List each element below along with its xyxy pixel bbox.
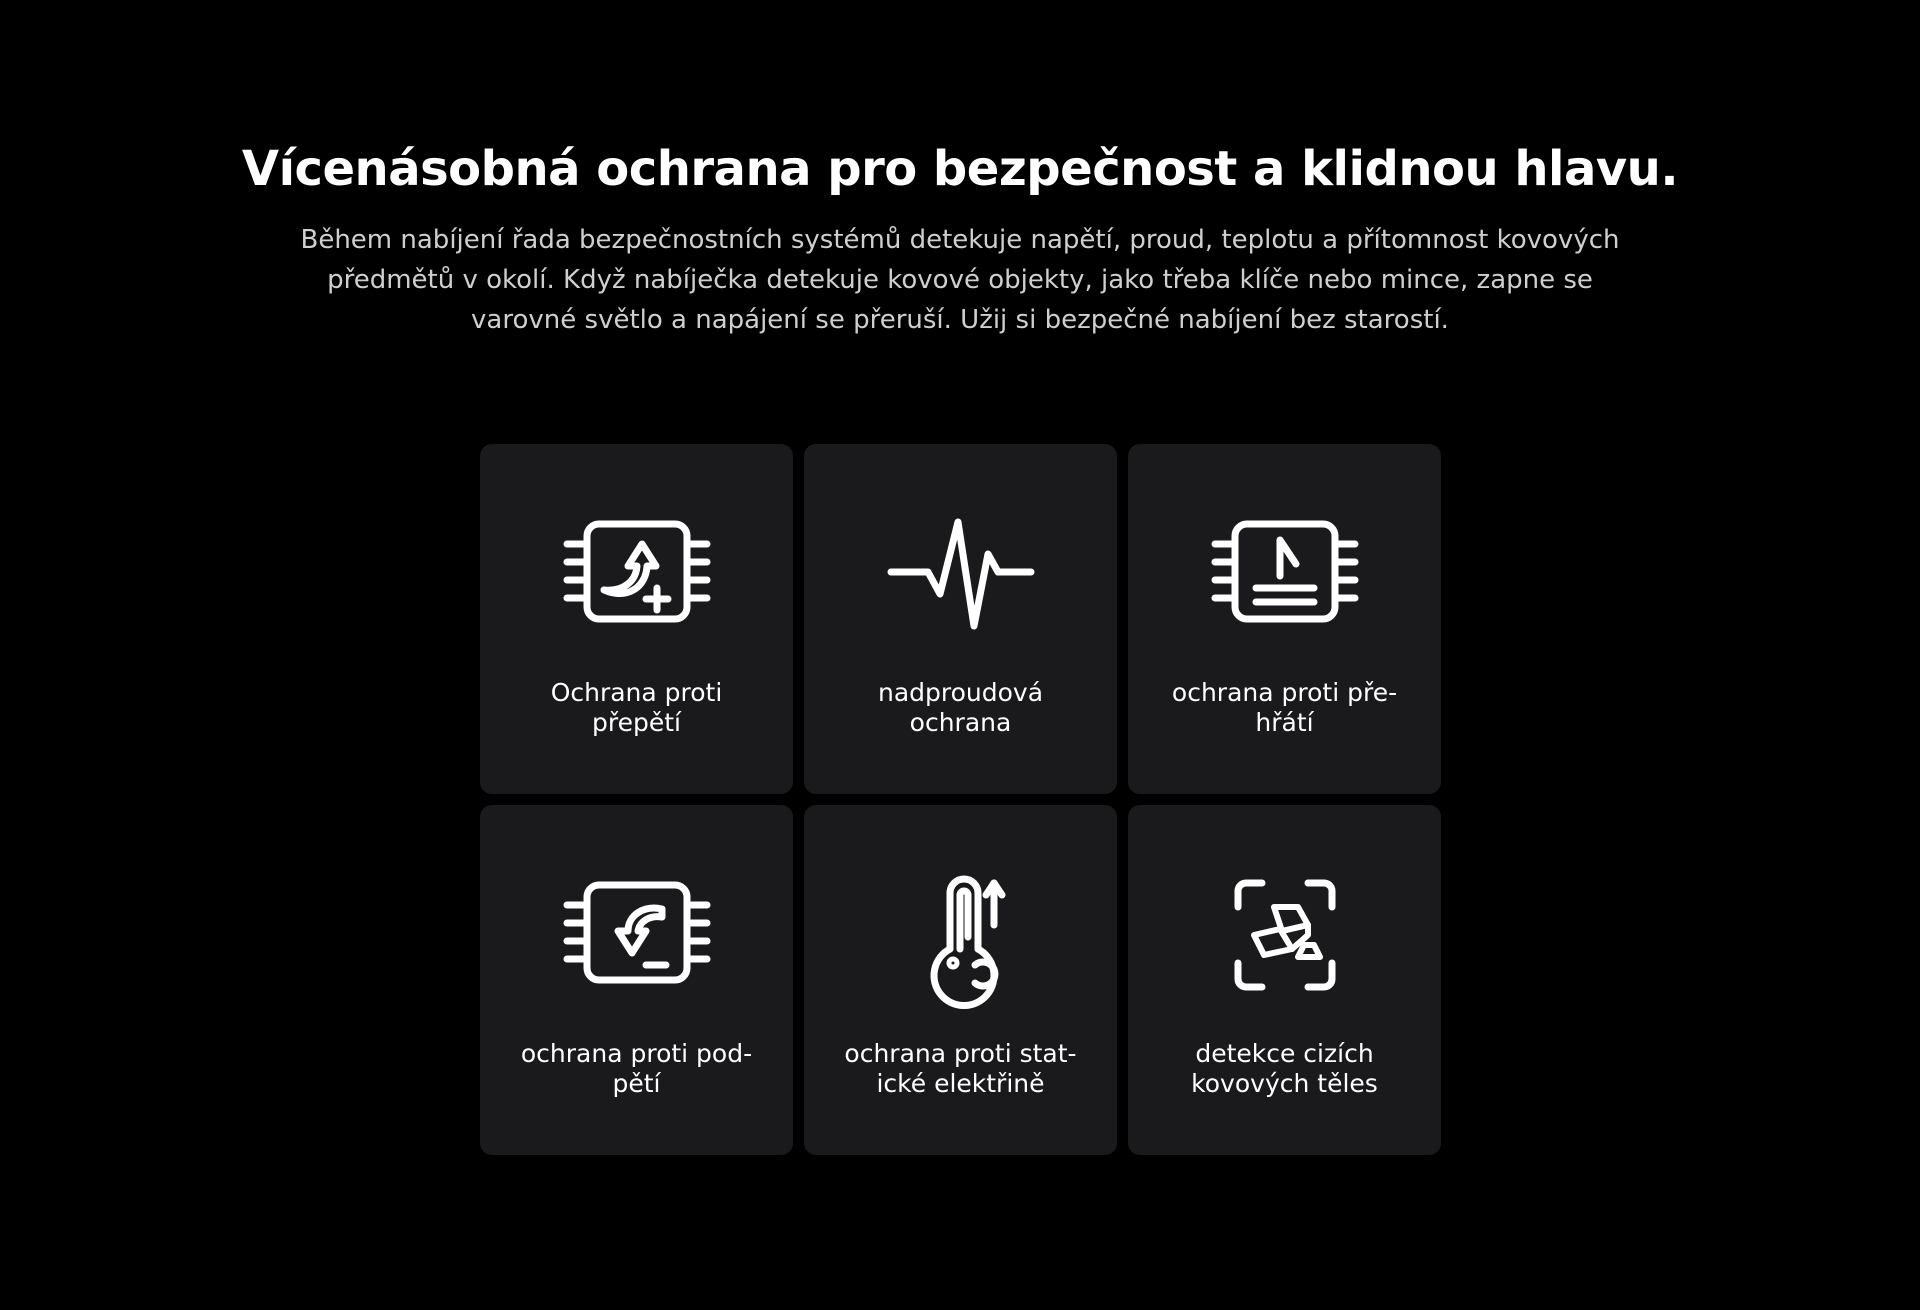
- feature-card-overvoltage: [480, 444, 793, 794]
- metal-detection-icon: [1210, 875, 1360, 995]
- feature-label: ochrana proti pod- pětí: [520, 1039, 753, 1098]
- thermometer-icon: [886, 875, 1036, 995]
- feature-card-metal-detection: [1128, 805, 1441, 1155]
- overheat-chip-icon: [1210, 514, 1360, 634]
- features-grid: [480, 444, 1440, 1155]
- feature-card-static: [804, 805, 1117, 1155]
- feature-card-undervoltage: [480, 805, 793, 1155]
- page-description: Během nabíjení řada bezpečnostních systémů detekuje napětí, proud, teplotu a přítomnost kovových předmětů v okolí. Když nabíječka detekuje kovové objekty, jako třeba klíče nebo mince, zapne se varovné světlo a napájení se přeruší. Užij si bezpečné nabíjení bez starostí.: [300, 225, 1620, 335]
- undervoltage-chip-icon: [562, 875, 712, 995]
- feature-card-overcurrent: [804, 444, 1117, 794]
- feature-label: nadproudová ochrana: [877, 678, 1044, 737]
- overvoltage-chip-icon: [562, 514, 712, 634]
- feature-label: ochrana proti stat- ické elektřině: [844, 1039, 1077, 1098]
- page-title: Vícenásobná ochrana pro bezpečnost a klidnou hlavu.: [241, 141, 1679, 197]
- pulse-wave-icon: [886, 514, 1036, 634]
- feature-label: ochrana proti pře- hřátí: [1171, 678, 1398, 737]
- feature-card-overheat: [1128, 444, 1441, 794]
- feature-label: detekce cizích kovových těles: [1191, 1039, 1378, 1098]
- hero-section: [0, 138, 1920, 340]
- feature-label: Ochrana proti přepětí: [550, 678, 723, 737]
